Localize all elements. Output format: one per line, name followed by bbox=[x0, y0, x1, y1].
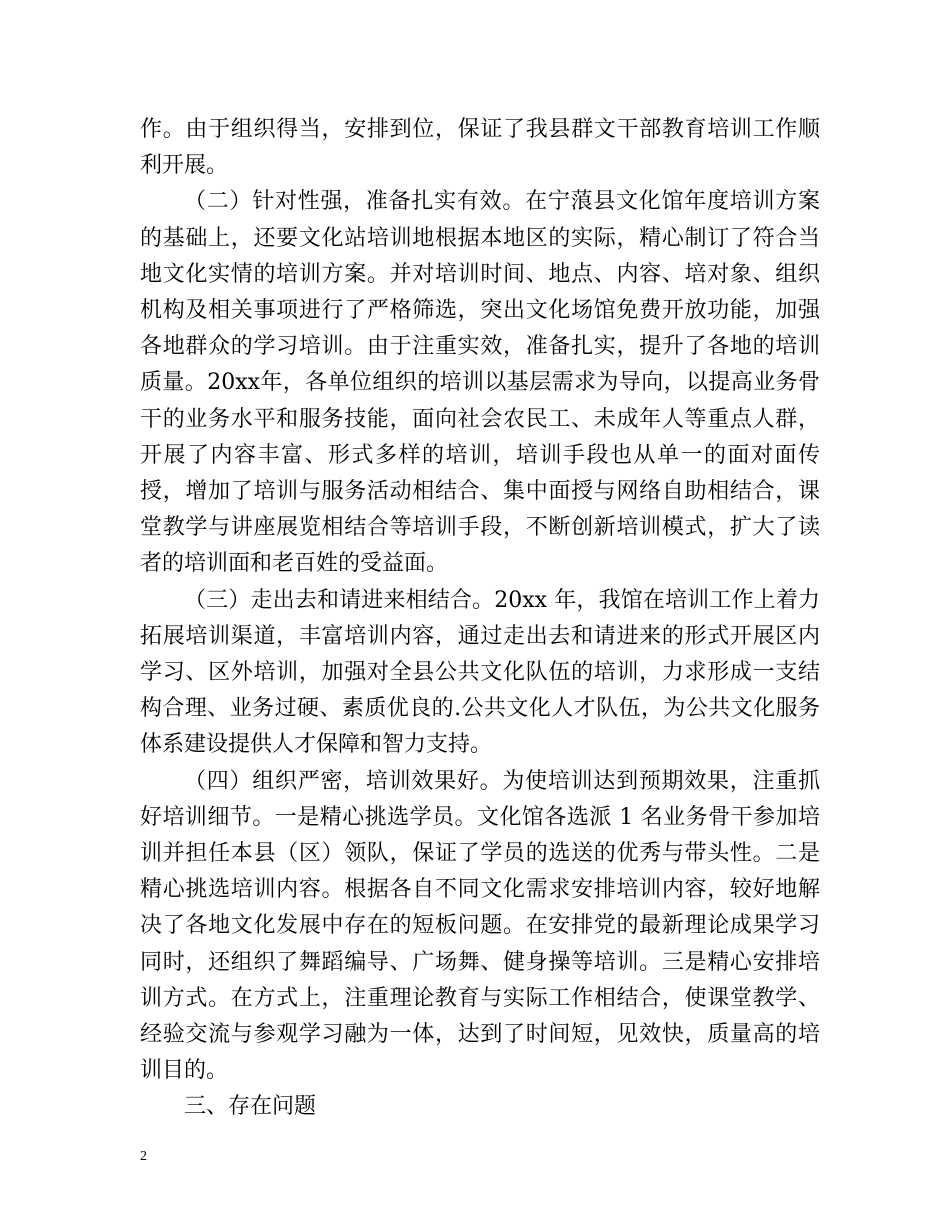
paragraph-continuation: 作。由于组织得当，安排到位，保证了我县群文干部教育培训工作顺利开展。 bbox=[140, 117, 820, 179]
paragraph-section-four: （四）组织严密，培训效果好。为使培训达到预期效果，注重抓好培训细节。一是精心挑选学员。文化馆各选派 1 名业务骨干参加培训并担任本县（区）领队，保证了学员的选送的优秀与带头性。二是精心挑选培训内容。根据各自不同文化需求安排培训内容，较好地解决了各地文化发展中存在的短板问题。在安排党的最新理论成果学习同时，还组织了舞蹈编导、广场舞、健身操等培训。三是精心安排培训方式。在方式上，注重理论教育与实际工作相结合，使课堂教学、经验交流与参观学习融为一体，达到了时间短，见效快，质量高的培训目的。 bbox=[140, 768, 820, 1084]
paragraph-section-three: （三）走出去和请进来相结合。20xx 年，我馆在培训工作上着力拓展培训渠道，丰富培训内容，通过走出去和请进来的形式开展区内学习、区外培训，加强对全县公共文化队伍的培训，力求形成一支结构合理、业务过硬、素质优良的.公共文化人才队伍，为公共文化服务体系建设提供人才保障和智力支持。 bbox=[140, 587, 820, 758]
heading-existing-problems: 三、存在问题 bbox=[184, 1094, 317, 1120]
page-number: 2 bbox=[140, 1149, 147, 1164]
paragraph-section-two: （二）针对性强，准备扎实有效。在宁蒗县文化馆年度培训方案的基础上，还要文化站培训地根据本地区的实际，精心制订了符合当地文化实情的培训方案。并对培训时间、地点、内容、培对象、组织机构及相关事项进行了严格筛选，突出文化场馆免费开放功能，加强各地群众的学习培训。由于注重实效，准备扎实，提升了各地的培训质量。20xx年，各单位组织的培训以基层需求为导向，以提高业务骨干的业务水平和服务技能，面向社会农民工、未成年人等重点人群，开展了内容丰富、形式多样的培训，培训手段也从单一的面对面传授，增加了培训与服务活动相结合、集中面授与网络自助相结合，课堂教学与讲座展览相结合等培训手段，不断创新培训模式，扩大了读者的培训面和老百姓的受益面。 bbox=[140, 189, 820, 577]
document-body bbox=[140, 112, 820, 1126]
